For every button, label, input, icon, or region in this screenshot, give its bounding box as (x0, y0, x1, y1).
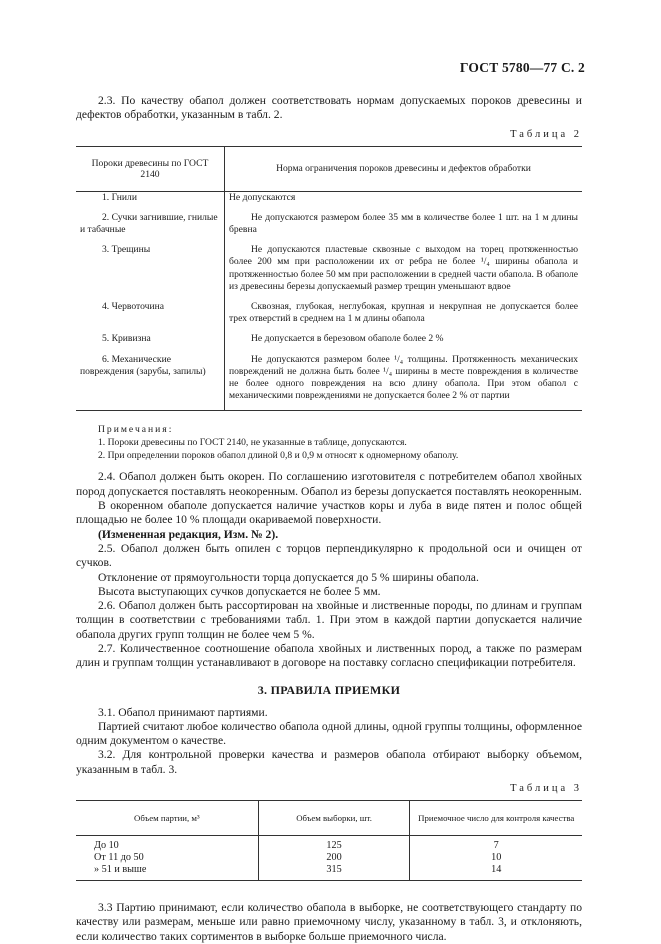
paragraph-2-6: 2.6. Обапол должен быть рассортирован на хвойные и лиственные породы, по длинам и группам толщин в соответствии с требованиями табл. 1. При этом в каждой партии допускается наличие обапола других групп толщин не более чем 5 %. (76, 599, 582, 641)
table-3-caption: Таблица 3 (510, 783, 582, 795)
table-cell: 6. Механические повреждения (зарубы, запилы) (80, 353, 206, 377)
paragraph-2-4a: 2.4. Обапол должен быть окорен. По соглашению изготовителя с потребителем обапол хвойных пород допускается поставлять неокоренным. Обапол из березы допускается поставлять неокоренным. (76, 470, 582, 498)
table-cell: Не допускается в березовом обаполе более 2 % (225, 333, 583, 353)
paragraph-2-5b: Отклонение от прямоугольности торца допускается до 5 % ширины обапола. (98, 570, 479, 584)
table-row (76, 301, 582, 333)
paragraph-3-2: 3.2. Для контрольной проверки качества и размеров обапола отбирают выборку объемом, указанным в табл. 3. (76, 748, 582, 776)
table-cell: 3. Трещины (102, 244, 151, 256)
table-cell: Не допускаются (225, 191, 583, 212)
table-row (76, 212, 582, 244)
table-cell: 125 (258, 836, 410, 853)
table-2-header-defects: Пороки древесины по ГОСТ 2140 (76, 146, 225, 191)
edit-note: (Измененная редакция, Изм. № 2). (98, 527, 279, 541)
table-header-row (76, 146, 582, 191)
table-2 (76, 146, 582, 412)
section-3-heading: 3. ПРАВИЛА ПРИЕМКИ (257, 682, 401, 697)
table-row (76, 852, 582, 864)
table-3-header-lot: Объем партии, м³ (76, 801, 258, 836)
table-cell: 4. Червоточина (102, 301, 164, 313)
table-row (76, 191, 582, 212)
page-content (76, 94, 582, 944)
table-row (76, 864, 582, 881)
note-1: 1. Пороки древесины по ГОСТ 2140, не указанные в таблице, допускаются. (98, 437, 407, 449)
table-cell: 5. Кривизна (102, 333, 151, 345)
table-header-row (76, 801, 582, 836)
table-2-header-norm: Норма ограничения пороков древесины и дефектов обработки (225, 146, 583, 191)
paragraph-2-5c: Высота выступающих сучков допускается не более 5 мм. (98, 584, 381, 598)
table-cell: 14 (410, 864, 582, 881)
paragraph-2-5a: 2.5. Обапол должен быть опилен с торцов перпендикулярно к продольной оси и очищен от сучков. (76, 541, 582, 570)
paragraph-2-3: 2.3. По качеству обапол должен соответствовать нормам допускаемых пороков древесины и дефектов обработки, указанным в табл. 2. (76, 94, 582, 122)
paragraph-3-1a: 3.1. Обапол принимают партиями. (98, 705, 268, 719)
table-3-header-acceptance: Приемочное число для контроля качества (410, 801, 582, 836)
table-cell: Не допускаются пластевые сквозные с выходом на торец протяженностью более 200 мм при расположении их от ребра не более ¹/₄ ширины обапола и протяженностью более 50 мм при расположении в средней части обапола. В обаполе из древесины березы допускаемый размер трещин уменьшают вдвое (225, 244, 583, 301)
table-cell: 315 (258, 864, 410, 881)
table-row (76, 354, 582, 411)
table-row (76, 836, 582, 853)
table-cell: 2. Сучки загнившие, гнилые и табачные (80, 211, 218, 235)
table-cell: До 10 (94, 840, 119, 852)
table-cell: 1. Гнили (102, 191, 137, 203)
table-row (76, 333, 582, 353)
table-2-notes (76, 423, 582, 462)
table-row (76, 244, 582, 301)
table-3 (76, 800, 582, 881)
table-cell: Сквозная, глубокая, неглубокая, крупная и некрупная не допускается более трех отверстий в среднем на 1 м длины обапола (225, 301, 583, 333)
table-3-header-sample: Объем выборки, шт. (258, 801, 410, 836)
table-cell: Не допускаются размером более 35 мм в количестве более 1 шт. на 1 м длины бревна (225, 212, 583, 244)
paragraph-3-1b: Партией считают любое количество обапола одной длины, одной группы толщины, оформленное одним документом о качестве. (76, 719, 582, 748)
paragraph-2-4b: В окоренном обаполе допускается наличие участков коры и луба в виде пятен и полос общей площадью не более 10 % площади окариваемой поверхности. (76, 499, 582, 527)
paragraph-3-3: 3.3 Партию принимают, если количество обапола в выборке, не соответствующего стандарту по качеству или размерам, меньше или равно приемочному числу, указанному в табл. 3, и отклоняють, если количество таких сортиментов в выборке больше приемочного числа. (76, 901, 582, 943)
table-cell: Не допускаются размером более ¹/₄ толщины. Протяженность механических повреждений не должна быть более ¹/₄ ширины в месте повреждения в количестве не более одного повреждения на всю длину обапола. При этом обапол с механическими повреждениями не допускается более 2 % от партии (225, 354, 583, 411)
paragraph-2-7: 2.7. Количественное соотношение обапола хвойных и лиственных пород, а также по размерам длин и группам толщин устанавливают в договоре на поставку согласно спецификации потребителя. (76, 642, 582, 670)
page-header: ГОСТ 5780—77 С. 2 (459, 60, 585, 75)
table-cell: » 51 и выше (94, 864, 147, 876)
table-cell: От 11 до 50 (94, 852, 144, 864)
table-cell: 10 (410, 852, 582, 864)
table-2-caption: Таблица 2 (510, 128, 582, 140)
note-2: 2. При определении пороков обапол длиной 0,8 и 0,9 м относят к одномерному обаполу. (98, 450, 459, 462)
notes-title: Примечания: (98, 424, 174, 436)
table-cell: 7 (410, 836, 582, 853)
table-cell: 200 (258, 852, 410, 864)
